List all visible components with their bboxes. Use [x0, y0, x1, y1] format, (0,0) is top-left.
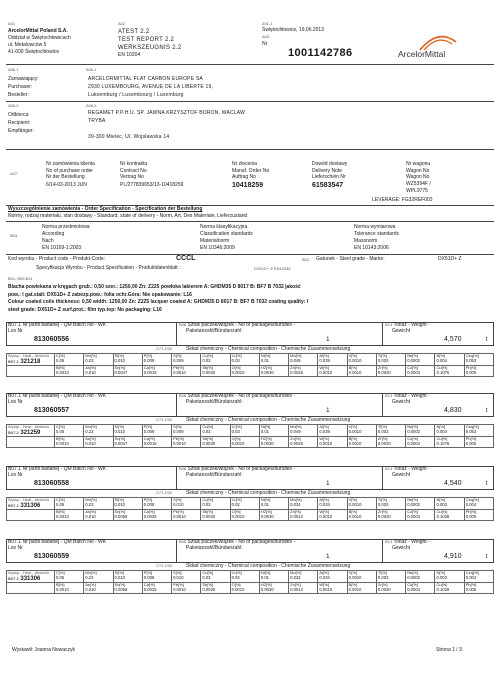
- b071-code: B07.1: [8, 393, 22, 399]
- b08-code: B08: [179, 466, 187, 471]
- chem-cell: Ca[%] 0.0025: [142, 583, 171, 593]
- chem-cell: N[%] 0.003: [435, 498, 464, 510]
- chem-cell: B[%] 0.0010: [347, 583, 376, 593]
- chem-cell: S[%] 0.009: [172, 425, 201, 437]
- chem-cell: Cu[%] 0.1028: [435, 510, 464, 520]
- client-order-labels: Nr zamówienia klienta No of purchase order Nr der Bestellung: [46, 161, 95, 180]
- c71-code: C71-C92: [156, 417, 173, 422]
- chem-cell: Al[%] 0.034: [318, 498, 347, 510]
- chem-cell: Pb[%] 0.005: [464, 366, 493, 376]
- weight-value: 4,910: [444, 553, 462, 560]
- chem-cell: O[%] 0.0010: [230, 583, 259, 593]
- c71-code: C71-C92: [156, 490, 173, 495]
- chem-cell: Sn[%] 0.0047: [113, 437, 142, 447]
- c71-code: C71-C92: [156, 346, 173, 351]
- heat-cell: Wytop - Heat - Abstrich B07.2 331306: [7, 571, 55, 583]
- steel-grade-label: Gatunek - Steel grade - Marke:: [316, 256, 385, 262]
- batch-label: Nr partii badanej - QM Batch No - WK: [22, 466, 107, 472]
- batch-label-2: Los Nr: [8, 472, 23, 478]
- weight-label: Tonaż - Weight -: [393, 539, 430, 545]
- b13-code: B13: [385, 322, 393, 327]
- chem-cell: Mn[%] 0.23: [84, 425, 113, 437]
- product-code-label: Kod wyrobu - Product code - Produkt-Code:: [8, 256, 105, 262]
- chem-cell: Pb[%] 0.005: [464, 437, 493, 447]
- prod-spec-label: Specyfikacja Wyrobu - Product Specification - Produktdatenblatt :: [36, 265, 181, 271]
- product-description: Blacha powlekana w kręgach grub.: 0,50 szer.: 1250,00 Zn: Z225 powłoka lakierem A: GHDM35 D 8017 B: BF7 B 7032 jakość pow.: I gat.stali: DX51D+ Z zabezp.pow.: folia ochr.Góra: Nie opakowanie: L16 Colour coated coils thickness: 0,50 width: 1250,00 Zn: Z225 lacquer coated A: GHDM35 D 8017 B: BF7 B 7032 coating quality: I steel grade: DX51D+ Z surf.prot.: film typ.top: No packaging: L16: [8, 284, 309, 313]
- batch-number: 813060557: [34, 407, 70, 414]
- batch-block: [6, 539, 494, 609]
- chem-cell: N[%] 0.003: [435, 571, 464, 583]
- chem-cell: C[%] 0.05: [55, 425, 84, 437]
- weight-label: Tonaż - Weight -: [393, 393, 430, 399]
- batch-label-2: Los Nr: [8, 399, 23, 405]
- weight-label: Tonaż - Weight -: [393, 466, 430, 472]
- heat-cell: Wytop - Heat - Abstrich B07.2 321259: [7, 425, 55, 437]
- chem-cell: Zn[%] 0.0012: [289, 583, 318, 593]
- chem-cell: V[%] 0.0010: [347, 571, 376, 583]
- chem-table-wrap: [6, 424, 494, 448]
- spec-heading: Wyszczególnienie zamówienia - Order Specification - Specification der Bestellung: [8, 206, 203, 212]
- batch-block: [6, 393, 494, 463]
- batch-label-2: Los Nr: [8, 328, 23, 334]
- chem-cell: Cr[%] 0.02: [230, 571, 259, 583]
- b13-code: B13: [385, 539, 393, 544]
- chem-cell: S[%] 0.009: [172, 354, 201, 366]
- chem-cell: Pb[%] 0.0010: [172, 583, 201, 593]
- chem-heading: Skład chemiczny - Chemical composition - Chemische Zusammensetzung: [186, 346, 351, 352]
- chem-cell: Cu[%] 0.03: [201, 571, 230, 583]
- weight-unit: t: [486, 554, 488, 560]
- weight-unit: t: [486, 337, 488, 343]
- issued-by: Wystawił: Joanna Nowaczyk: [12, 647, 76, 653]
- weight-value: 4,830: [444, 407, 462, 414]
- heat-cell: Wytop - Heat - Abstrich B07.2 331306: [7, 498, 55, 510]
- chem-cell: Ca[%] 0.0016: [142, 366, 171, 376]
- code-a06-1: A06.1: [8, 67, 19, 72]
- batch-block: [6, 322, 494, 392]
- packages-label-2: Paketanzahl/Bündanzahl:: [186, 328, 243, 334]
- chem-cell: Zn[%] 0.0026: [289, 437, 318, 447]
- chem-cell: Pb[%] 0.0010: [172, 510, 201, 520]
- b071-code: B07.1: [8, 539, 22, 545]
- chem-cell: Ti[%] 0.003: [376, 498, 405, 510]
- packages-value: 1: [326, 407, 330, 414]
- chem-cell: Sn[%] 0.0055: [113, 510, 142, 520]
- chem-cell: Cu[%] 0.03: [201, 425, 230, 437]
- norm-col2-value: EN 10346:2009: [200, 245, 235, 251]
- code-a06-1b: A06.1: [86, 67, 97, 72]
- chem-cell: Zr[%] 0.0020: [376, 366, 405, 376]
- weight-label: Tonaż - Weight -: [393, 322, 430, 328]
- chem-cell: V[%] 0.0010: [347, 354, 376, 366]
- batch-label: Nr partii badanej - QM Batch No - WK: [22, 539, 107, 545]
- norm-col1-value: EN 10169-1:2003: [42, 245, 82, 251]
- packages-value: 1: [326, 553, 330, 560]
- heat-cell-empty: [7, 583, 55, 593]
- chem-cell: Si[%] 0.010: [113, 498, 142, 510]
- chem-cell: O[%] 0.0010: [230, 366, 259, 376]
- weight-label-2: Gewicht: [392, 545, 411, 551]
- logo-text: ArcelorMittal: [398, 49, 446, 59]
- chem-cell: Mo[%] 0.049: [289, 354, 318, 366]
- contract-labels: Nr kontraktu Contract No Vertrag No: [120, 161, 148, 180]
- purchaser-address: ARCELORMITTAL FLAT CARBON EUROPE SA 2930 LUXEMBOURG, AVENUE DE LA LIBERTE 19, Luksemburg / Luxembourg / Luxemburg: [88, 76, 214, 98]
- chem-table-wrap: [6, 497, 494, 521]
- spec-subheading: Normy, rodzaj materiału, stan dostawy - Standard, state of delivery - Norm, Art, Des Materiale, Lieferzustand: [8, 213, 248, 219]
- company-line2: Oddział w Świętochłowicach: [8, 35, 71, 41]
- chem-cell: As[%] 0.010: [84, 366, 113, 376]
- b071-code: B07.1: [8, 466, 22, 472]
- chem-cell: Sb[%] 0.0030: [201, 366, 230, 376]
- c71-code: C71-C92: [156, 563, 173, 568]
- chem-cell: Pb[%] 0.005: [464, 510, 493, 520]
- chem-cell: O[%] 0.0010: [230, 437, 259, 447]
- standard: EN 10204: [118, 52, 141, 58]
- chem-cell: As[%] 0.010: [84, 583, 113, 593]
- weight-unit: t: [486, 481, 488, 487]
- chem-cell: Ti[%] 0.003: [376, 571, 405, 583]
- batch-block: [6, 466, 494, 536]
- b13-code: B13: [385, 393, 393, 398]
- chem-cell: Nb[%] 0.0002: [406, 498, 435, 510]
- chem-cell: H2[%] 0.0030: [259, 437, 288, 447]
- code-b03: B03: [10, 233, 18, 238]
- client-order-value: 6/14-03-2013 JUN: [46, 182, 87, 188]
- chem-cell: B[%] 0.0010: [55, 366, 84, 376]
- b071-code: B07.1: [8, 322, 22, 328]
- chem-cell: Zn[%] 0.0026: [289, 366, 318, 376]
- chem-cell: Ceq[%] 0.053: [464, 425, 493, 437]
- mfr-order-value: 10418259: [232, 182, 264, 189]
- code-b02: B02: [302, 257, 310, 262]
- company-line3: ul. Metalowców 5: [8, 42, 47, 48]
- delivery-value: 61583547: [312, 182, 344, 189]
- batch-label-2: Los Nr: [8, 545, 23, 551]
- heat-cell-empty: [7, 437, 55, 447]
- packages-label-2: Paketanzahl/Bündanzahl:: [186, 545, 243, 551]
- chem-cell: P[%] 0.009: [142, 425, 171, 437]
- chem-cell: Ni[%] 0.01: [259, 571, 288, 583]
- title-en: TEST REPORT 2.2: [118, 37, 175, 43]
- chem-cell: Cu[%] 0.03: [201, 354, 230, 366]
- heat-cell-empty: [7, 510, 55, 520]
- chem-cell: P[%] 0.008: [142, 498, 171, 510]
- code-z01: Z01.1: [262, 21, 273, 26]
- chem-cell: Al[%] 0.034: [318, 571, 347, 583]
- chem-cell: S[%] 0.010: [172, 498, 201, 510]
- chem-cell: Pb[%] 0.0010: [172, 366, 201, 376]
- chem-cell: Nb[%] 0.0002: [406, 354, 435, 366]
- b08-code: B08: [179, 322, 187, 327]
- chem-cell: Nb[%] 0.0002: [406, 425, 435, 437]
- chem-cell: Ni[%] 0.01: [259, 498, 288, 510]
- chem-cell: B[%] 0.0010: [55, 583, 84, 593]
- chem-cell: Zr[%] 0.0020: [376, 510, 405, 520]
- norm-col1-labels: Norma przedmiotowa According Nach: [42, 224, 90, 244]
- norm-col3-labels: Norma wymiarowa Tolerance standards Massnorm: [354, 224, 400, 244]
- chem-cell: Ca[%] 0.0016: [142, 437, 171, 447]
- batch-number: 813060556: [34, 336, 70, 343]
- chem-cell: Ceq[%] 0.053: [464, 354, 493, 366]
- weight-unit: t: [486, 408, 488, 414]
- chem-cell: P[%] 0.009: [142, 354, 171, 366]
- chem-heading: Skład chemiczny - Chemical composition - Chemische Zusammensetzung: [186, 490, 351, 496]
- chem-cell: Co[%] 0.0004: [406, 583, 435, 593]
- leverage: LEVERAGE: FG32REF003: [372, 197, 433, 203]
- code-a02: A02: [118, 21, 126, 26]
- chem-cell: Ca[%] 0.0025: [142, 510, 171, 520]
- chem-cell: Sb[%] 0.0030: [201, 583, 230, 593]
- chem-cell: Ti[%] 0.003: [376, 354, 405, 366]
- chem-cell: V[%] 0.0010: [347, 498, 376, 510]
- weight-label-2: Gewicht: [392, 399, 411, 405]
- chem-cell: Co[%] 0.0004: [406, 437, 435, 447]
- prod-spec-value: DX51D+ Z EN10346: [254, 266, 291, 271]
- nr-label: Nr: [262, 41, 268, 47]
- code-a06-2: A06.2: [8, 103, 19, 108]
- recipient-labels: Odbiorca: Recipient: Empfänger:: [8, 112, 34, 134]
- recipient-line2: TRYBA: [88, 118, 106, 124]
- chem-cell: Cr[%] 0.02: [230, 498, 259, 510]
- title-pl: ATEST 2.2: [118, 29, 150, 35]
- batch-number: 813060559: [34, 553, 70, 560]
- packages-label: Sztuk paczek/wiązek - No of packages/bundles -: [187, 393, 296, 399]
- chem-cell: Mo[%] 0.034: [289, 498, 318, 510]
- b13-code: B13: [385, 466, 393, 471]
- chem-cell: B[%] 0.0010: [55, 510, 84, 520]
- chem-table: [6, 497, 494, 521]
- product-code-value: CCCL: [176, 255, 196, 262]
- chem-cell: W[%] 0.0010: [318, 510, 347, 520]
- chem-cell: Si[%] 0.010: [113, 354, 142, 366]
- norm-col2-labels: Norma klasyfikacyjna Classification standards Materialnorm: [200, 224, 253, 244]
- chem-cell: Ti[%] 0.003: [376, 425, 405, 437]
- b08-code: B08: [179, 393, 187, 398]
- recipient-line3: 39-300 Mielec, Ul. Wojsławska 14: [88, 134, 170, 140]
- chem-cell: Ni[%] 0.01: [259, 425, 288, 437]
- chem-heading: Skład chemiczny - Chemical composition - Chemische Zusammensetzung: [186, 417, 351, 423]
- delivery-labels: Dowód dostawy Delivery Note Lieferschein Nr: [312, 161, 348, 180]
- chem-cell: N[%] 0.004: [435, 354, 464, 366]
- code-b01: B01, B09-B11: [8, 276, 33, 281]
- chem-cell: As[%] 0.010: [84, 437, 113, 447]
- chem-table-wrap: [6, 570, 494, 594]
- packages-value: 1: [326, 336, 330, 343]
- chem-cell: Si[%] 0.010: [113, 571, 142, 583]
- chem-cell: Cu[%] 0.1076: [435, 437, 464, 447]
- weight-label-2: Gewicht: [392, 328, 411, 334]
- chem-cell: Mo[%] 0.034: [289, 571, 318, 583]
- chem-cell: C[%] 0.05: [55, 354, 84, 366]
- chem-table: [6, 570, 494, 594]
- chem-cell: H2[%] 0.0030: [259, 510, 288, 520]
- chem-cell: Sn[%] 0.0047: [113, 366, 142, 376]
- company-name: ArcelorMittal Poland S.A.: [8, 28, 68, 34]
- contract-value: PL/277839653/13-10418259: [120, 182, 184, 188]
- chem-cell: B[%] 0.0010: [55, 437, 84, 447]
- chem-cell: Cr[%] 0.03: [230, 354, 259, 366]
- chem-cell: Mn[%] 0.23: [84, 498, 113, 510]
- chem-cell: W[%] 0.0010: [318, 583, 347, 593]
- chem-cell: Sn[%] 0.0055: [113, 583, 142, 593]
- packages-label: Sztuk paczek/wiązek - No of packages/bundles -: [187, 322, 296, 328]
- code-a06-2b: A06.2: [86, 103, 97, 108]
- chem-cell: Ceq[%] 0.004: [464, 571, 493, 583]
- packages-label-2: Paketanzahl/Bündanzahl:: [186, 399, 243, 405]
- chem-cell: C[%] 0.05: [55, 571, 84, 583]
- recipient-line1: REGAMET P.P.H.U. SP. JAWNA KRZYSZTOF BORON, WACLAW: [88, 110, 246, 116]
- chem-cell: Cu[%] 0.1076: [435, 366, 464, 376]
- chem-cell: Mo[%] 0.049: [289, 425, 318, 437]
- chem-table-wrap: [6, 353, 494, 377]
- chem-cell: Si[%] 0.010: [113, 425, 142, 437]
- chem-cell: Nb[%] 0.0002: [406, 571, 435, 583]
- chem-table: [6, 424, 494, 448]
- packages-label-2: Paketanzahl/Bündanzahl:: [186, 472, 243, 478]
- wagon-labels: Nr wagonu Wagon No Wagon No: [406, 161, 431, 180]
- page-number: Strona 1 / 3: [436, 647, 462, 653]
- batch-label: Nr partii badanej - QM Batch No - WK: [22, 322, 107, 328]
- packages-label: Sztuk paczek/wiązek - No of packages/bundles -: [187, 539, 296, 545]
- chem-cell: Al[%] 0.039: [318, 354, 347, 366]
- chem-cell: N[%] 0.004: [435, 425, 464, 437]
- chem-cell: Mn[%] 0.23: [84, 354, 113, 366]
- chem-cell: Ni[%] 0.01: [259, 354, 288, 366]
- steel-grade-value: DX51D+ Z: [438, 256, 462, 262]
- chem-cell: Sb[%] 0.0030: [201, 510, 230, 520]
- packages-label: Sztuk paczek/wiązek - No of packages/bundles -: [187, 466, 296, 472]
- chem-cell: Al[%] 0.039: [318, 425, 347, 437]
- weight-value: 4,540: [444, 480, 462, 487]
- heat-cell-empty: [7, 366, 55, 376]
- chem-cell: Cu[%] 0.1028: [435, 583, 464, 593]
- batch-label: Nr partii badanej - QM Batch No - WK: [22, 393, 107, 399]
- mfr-order-labels: Nr zlecenia Manuf. Order No Auftrag No: [232, 161, 270, 180]
- code-a01: A01: [8, 21, 16, 26]
- chem-heading: Skład chemiczny - Chemical composition - Chemische Zusammensetzung: [186, 563, 351, 569]
- chem-cell: Cr[%] 0.03: [230, 425, 259, 437]
- chem-cell: Co[%] 0.0004: [406, 366, 435, 376]
- chem-cell: S[%] 0.010: [172, 571, 201, 583]
- title-de: WERKSZEUGNIS 2.2: [118, 45, 182, 51]
- date-line: Świętochłowice, 19.06.2013: [262, 27, 324, 33]
- batch-number: 813060558: [34, 480, 70, 487]
- b08-code: B08: [179, 539, 187, 544]
- weight-value: 4,570: [444, 336, 462, 343]
- chem-cell: H2[%] 0.0030: [259, 366, 288, 376]
- chem-cell: Sb[%] 0.0030: [201, 437, 230, 447]
- wagon-value-2: WPL9775: [406, 188, 428, 194]
- chem-cell: V[%] 0.0010: [347, 425, 376, 437]
- chem-cell: B[%] 0.0010: [347, 437, 376, 447]
- chem-cell: C[%] 0.05: [55, 498, 84, 510]
- purchaser-labels: Zamawiający: Purchaser: Besteller:: [8, 76, 39, 98]
- chem-cell: Cu[%] 0.03: [201, 498, 230, 510]
- weight-label-2: Gewicht: [392, 472, 411, 478]
- chem-cell: Zr[%] 0.0020: [376, 583, 405, 593]
- chem-cell: W[%] 0.0010: [318, 366, 347, 376]
- chem-cell: Zr[%] 0.0020: [376, 437, 405, 447]
- heat-cell: Wytop - Heat - Abstrich B07.2 321218: [7, 354, 55, 366]
- chem-cell: Co[%] 0.0004: [406, 510, 435, 520]
- chem-cell: B[%] 0.0010: [347, 510, 376, 520]
- company-line4: 41-600 Świętochłowice: [8, 49, 60, 55]
- chem-cell: Mn[%] 0.23: [84, 571, 113, 583]
- chem-cell: Ceq[%] 0.004: [464, 498, 493, 510]
- packages-value: 1: [326, 480, 330, 487]
- chem-cell: Pb[%] 0.0010: [172, 437, 201, 447]
- chem-cell: Pb[%] 0.005: [464, 583, 493, 593]
- chem-cell: W[%] 0.0010: [318, 437, 347, 447]
- norm-col3-value: EN 10143:2006: [354, 245, 389, 251]
- chem-cell: As[%] 0.010: [84, 510, 113, 520]
- wagon-value-1: WZ5394F /: [406, 181, 431, 187]
- chem-cell: O[%] 0.0010: [230, 510, 259, 520]
- chem-table: [6, 353, 494, 377]
- code-a03: A03: [262, 34, 270, 39]
- chem-cell: B[%] 0.0010: [347, 366, 376, 376]
- chem-cell: Zn[%] 0.0012: [289, 510, 318, 520]
- chem-cell: P[%] 0.008: [142, 571, 171, 583]
- report-number: 1001142786: [288, 47, 353, 59]
- chem-cell: H2[%] 0.0030: [259, 583, 288, 593]
- code-a07: A07: [10, 171, 18, 176]
